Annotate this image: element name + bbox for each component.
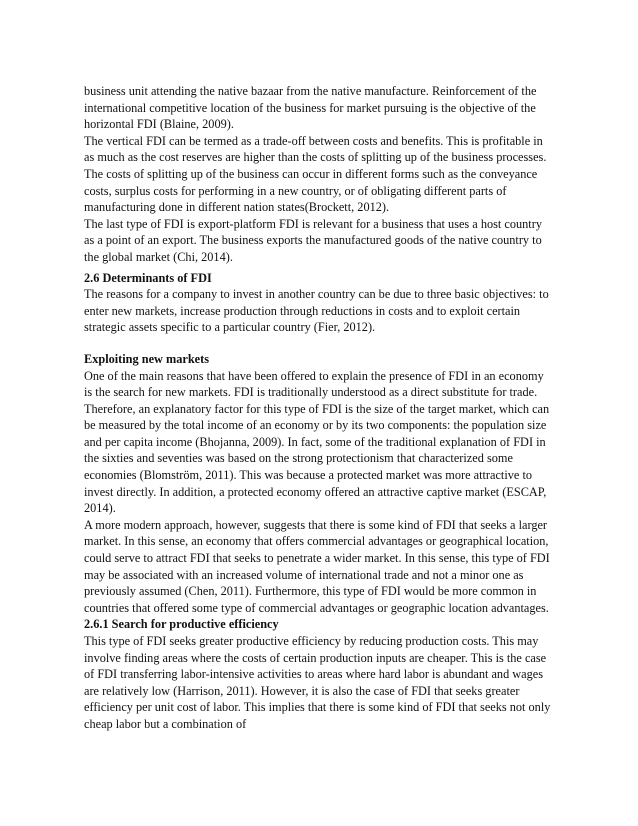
paragraph-export-platform-fdi: The last type of FDI is export-platform FDI is relevant for a business that uses a host country as a point of an export. The business exports the manufactured goods of the native country to the global market (Chi, 2014). [84, 216, 542, 264]
document-page [84, 83, 554, 733]
heading-determinants-of-fdi: 2.6 Determinants of FDI [84, 270, 212, 285]
paragraph-modern-approach: A more modern approach, however, suggests that there is some kind of FDI that seeks a larger market. In this sense, an economy that offers commercial advantages or geographical location, could serve to attract FDI that seeks to penetrate a wider market. In this sense, this type of FDI may be associated with an increased volume of international trade and not a minor one as previously assumed (Chen, 2011). Furthermore, this type of FDI would be more common in countries that offered some type of commercial advantages or geographic location advantages. [84, 517, 550, 615]
paragraph-vertical-fdi: The vertical FDI can be termed as a trade-off between costs and benefits. This is profitable in as much as the cost reserves are higher than the costs of splitting up of the business processes. The costs of splitting up of the business can occur in different forms such as the conveyance costs, surplus costs for performing in a new country, or of obligating different parts of manufacturing done in different nation states(Brockett, 2012). [84, 133, 547, 215]
paragraph-new-markets: One of the main reasons that have been offered to explain the presence of FDI in an economy is the search for new markets. FDI is traditionally understood as a direct substitute for trade. Therefore, an explanatory factor for this type of FDI is the size of the target market, which can be measured by the total income of an economy or by its two components: the population size and per capita income (Bhojanna, 2009). In fact, some of the traditional explanation of FDI in the sixties and seventies was based on the strong protectionism that characterized some economies (Blomström, 2011). This was because a protected market was more attractive to invest directly. In addition, a protected economy offered an attractive captive market (ESCAP, 2014). [84, 368, 550, 516]
paragraph-productive-efficiency: This type of FDI seeks greater productive efficiency by reducing production costs. This may involve finding areas where the costs of certain production inputs are cheaper. This is the case of FDI transferring labor-intensive activities to areas where hard labor is abundant and wages are relatively low (Harrison, 2011). However, it is also the case of FDI that seeks greater efficiency per unit cost of labor. This implies that there is some kind of FDI that seeks not only cheap labor but a combination of [84, 634, 551, 731]
heading-productive-efficiency: 2.6.1 Search for productive efficiency [84, 617, 279, 632]
paragraph-horizontal-fdi: business unit attending the native bazaar from the native manufacture. Reinforcement of the international competitive location of the business for market pursuing is the objective of the horizontal FDI (Blaine, 2009). [84, 84, 537, 132]
heading-exploiting-new-markets: Exploiting new markets [84, 351, 210, 366]
paragraph-determinants: The reasons for a company to invest in another country can be due to three basic objectives: to enter new markets, increase production through reductions in costs and to exploit certain strategic assets specific to a particular country (Fier, 2012). [84, 287, 549, 335]
